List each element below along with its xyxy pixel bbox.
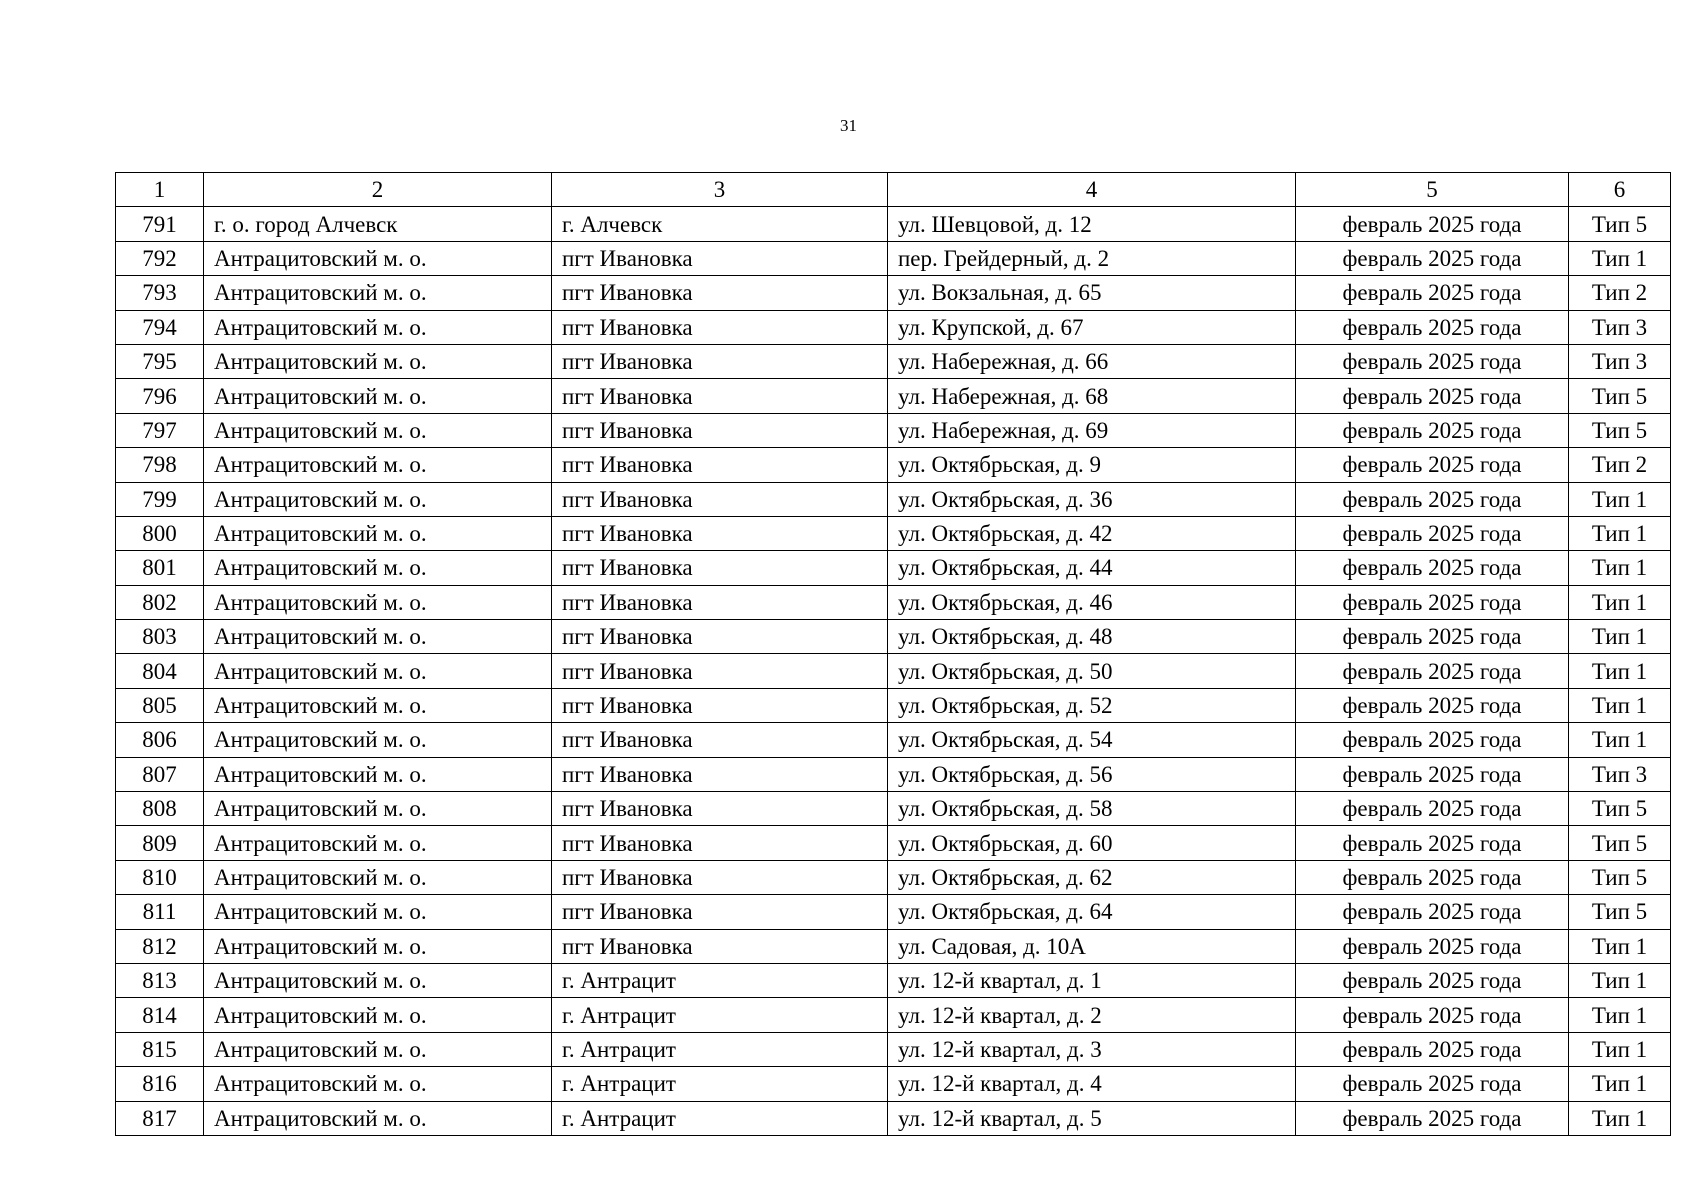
settlement-cell: пгт Ивановка <box>552 413 888 447</box>
municipality-cell: Антрацитовский м. о. <box>204 654 552 688</box>
type-cell: Тип 1 <box>1569 1101 1671 1135</box>
settlement-cell: пгт Ивановка <box>552 757 888 791</box>
settlement-cell: пгт Ивановка <box>552 585 888 619</box>
address-cell: ул. Октябрьская, д. 50 <box>888 654 1296 688</box>
address-cell: ул. Набережная, д. 68 <box>888 379 1296 413</box>
municipality-cell: Антрацитовский м. о. <box>204 413 552 447</box>
municipality-cell: Антрацитовский м. о. <box>204 963 552 997</box>
settlement-cell: пгт Ивановка <box>552 654 888 688</box>
type-cell: Тип 1 <box>1569 929 1671 963</box>
type-cell: Тип 5 <box>1569 792 1671 826</box>
settlement-cell: пгт Ивановка <box>552 688 888 722</box>
settlement-cell: пгт Ивановка <box>552 448 888 482</box>
municipality-cell: Антрацитовский м. о. <box>204 620 552 654</box>
table-row <box>116 929 1671 963</box>
municipality-cell: Антрацитовский м. о. <box>204 276 552 310</box>
table-row <box>116 963 1671 997</box>
table-row <box>116 551 1671 585</box>
address-cell: ул. 12-й квартал, д. 5 <box>888 1101 1296 1135</box>
address-cell: ул. Октябрьская, д. 54 <box>888 723 1296 757</box>
type-cell: Тип 1 <box>1569 688 1671 722</box>
address-cell: ул. Шевцовой, д. 12 <box>888 207 1296 241</box>
date-cell: февраль 2025 года <box>1296 929 1569 963</box>
type-cell: Тип 5 <box>1569 413 1671 447</box>
date-cell: февраль 2025 года <box>1296 413 1569 447</box>
municipality-cell: г. о. город Алчевск <box>204 207 552 241</box>
column-header-4: 4 <box>888 173 1296 207</box>
settlement-cell: г. Антрацит <box>552 1032 888 1066</box>
address-cell: ул. Крупской, д. 67 <box>888 310 1296 344</box>
settlement-cell: пгт Ивановка <box>552 310 888 344</box>
row-number: 792 <box>116 241 204 275</box>
municipality-cell: Антрацитовский м. о. <box>204 1067 552 1101</box>
address-cell: ул. 12-й квартал, д. 4 <box>888 1067 1296 1101</box>
row-number: 815 <box>116 1032 204 1066</box>
table-row <box>116 688 1671 722</box>
address-cell: ул. Октябрьская, д. 60 <box>888 826 1296 860</box>
settlement-cell: пгт Ивановка <box>552 276 888 310</box>
type-cell: Тип 1 <box>1569 482 1671 516</box>
table-row <box>116 895 1671 929</box>
municipality-cell: Антрацитовский м. о. <box>204 998 552 1032</box>
date-cell: февраль 2025 года <box>1296 792 1569 826</box>
date-cell: февраль 2025 года <box>1296 241 1569 275</box>
type-cell: Тип 5 <box>1569 895 1671 929</box>
address-cell: ул. Октябрьская, д. 48 <box>888 620 1296 654</box>
table-row <box>116 379 1671 413</box>
table-row <box>116 1067 1671 1101</box>
row-number: 796 <box>116 379 204 413</box>
table-row <box>116 516 1671 550</box>
date-cell: февраль 2025 года <box>1296 1067 1569 1101</box>
municipality-cell: Антрацитовский м. о. <box>204 1032 552 1066</box>
address-cell: ул. Октябрьская, д. 62 <box>888 860 1296 894</box>
row-number: 805 <box>116 688 204 722</box>
municipality-cell: Антрацитовский м. о. <box>204 448 552 482</box>
type-cell: Тип 1 <box>1569 551 1671 585</box>
municipality-cell: Антрацитовский м. о. <box>204 310 552 344</box>
date-cell: февраль 2025 года <box>1296 207 1569 241</box>
row-number: 800 <box>116 516 204 550</box>
row-number: 804 <box>116 654 204 688</box>
type-cell: Тип 3 <box>1569 757 1671 791</box>
table-row <box>116 860 1671 894</box>
municipality-cell: Антрацитовский м. о. <box>204 1101 552 1135</box>
type-cell: Тип 1 <box>1569 585 1671 619</box>
type-cell: Тип 1 <box>1569 654 1671 688</box>
row-number: 809 <box>116 826 204 860</box>
row-number: 816 <box>116 1067 204 1101</box>
column-header-1: 1 <box>116 173 204 207</box>
table-row <box>116 344 1671 378</box>
date-cell: февраль 2025 года <box>1296 344 1569 378</box>
row-number: 807 <box>116 757 204 791</box>
municipality-cell: Антрацитовский м. о. <box>204 792 552 826</box>
settlement-cell: г. Антрацит <box>552 963 888 997</box>
table-header <box>116 173 1671 207</box>
address-cell: ул. Набережная, д. 66 <box>888 344 1296 378</box>
row-number: 813 <box>116 963 204 997</box>
settlement-cell: пгт Ивановка <box>552 860 888 894</box>
municipality-cell: Антрацитовский м. о. <box>204 551 552 585</box>
row-number: 812 <box>116 929 204 963</box>
row-number: 803 <box>116 620 204 654</box>
address-cell: ул. Октябрьская, д. 52 <box>888 688 1296 722</box>
settlement-cell: пгт Ивановка <box>552 241 888 275</box>
column-header-5: 5 <box>1296 173 1569 207</box>
table-row <box>116 826 1671 860</box>
type-cell: Тип 5 <box>1569 826 1671 860</box>
address-cell: ул. Октябрьская, д. 64 <box>888 895 1296 929</box>
municipality-cell: Антрацитовский м. о. <box>204 860 552 894</box>
table-row <box>116 757 1671 791</box>
municipality-cell: Антрацитовский м. о. <box>204 516 552 550</box>
row-number: 810 <box>116 860 204 894</box>
address-cell: ул. 12-й квартал, д. 2 <box>888 998 1296 1032</box>
date-cell: февраль 2025 года <box>1296 310 1569 344</box>
municipality-cell: Антрацитовский м. о. <box>204 344 552 378</box>
column-header-3: 3 <box>552 173 888 207</box>
table-row <box>116 207 1671 241</box>
type-cell: Тип 3 <box>1569 310 1671 344</box>
page-number: 31 <box>840 116 857 135</box>
type-cell: Тип 1 <box>1569 963 1671 997</box>
settlement-cell: пгт Ивановка <box>552 723 888 757</box>
municipality-cell: Антрацитовский м. о. <box>204 826 552 860</box>
row-number: 801 <box>116 551 204 585</box>
date-cell: февраль 2025 года <box>1296 516 1569 550</box>
table-row <box>116 448 1671 482</box>
municipality-cell: Антрацитовский м. о. <box>204 688 552 722</box>
address-cell: ул. 12-й квартал, д. 1 <box>888 963 1296 997</box>
column-header-2: 2 <box>204 173 552 207</box>
address-cell: ул. Октябрьская, д. 9 <box>888 448 1296 482</box>
address-cell: ул. Октябрьская, д. 58 <box>888 792 1296 826</box>
date-cell: февраль 2025 года <box>1296 1101 1569 1135</box>
row-number: 811 <box>116 895 204 929</box>
table-row <box>116 310 1671 344</box>
address-cell: ул. Набережная, д. 69 <box>888 413 1296 447</box>
date-cell: февраль 2025 года <box>1296 688 1569 722</box>
date-cell: февраль 2025 года <box>1296 895 1569 929</box>
municipality-cell: Антрацитовский м. о. <box>204 757 552 791</box>
settlement-cell: пгт Ивановка <box>552 482 888 516</box>
table-row <box>116 1101 1671 1135</box>
settlement-cell: г. Антрацит <box>552 1101 888 1135</box>
settlement-cell: пгт Ивановка <box>552 551 888 585</box>
table-body <box>116 207 1671 1136</box>
municipality-cell: Антрацитовский м. о. <box>204 723 552 757</box>
address-cell: ул. 12-й квартал, д. 3 <box>888 1032 1296 1066</box>
type-cell: Тип 1 <box>1569 516 1671 550</box>
row-number: 797 <box>116 413 204 447</box>
settlement-cell: пгт Ивановка <box>552 826 888 860</box>
row-number: 799 <box>116 482 204 516</box>
column-number-row <box>116 173 1671 207</box>
type-cell: Тип 2 <box>1569 448 1671 482</box>
row-number: 791 <box>116 207 204 241</box>
date-cell: февраль 2025 года <box>1296 963 1569 997</box>
municipality-cell: Антрацитовский м. о. <box>204 895 552 929</box>
table-row <box>116 585 1671 619</box>
address-cell: ул. Октябрьская, д. 42 <box>888 516 1296 550</box>
date-cell: февраль 2025 года <box>1296 276 1569 310</box>
address-cell: ул. Октябрьская, д. 46 <box>888 585 1296 619</box>
date-cell: февраль 2025 года <box>1296 620 1569 654</box>
type-cell: Тип 1 <box>1569 998 1671 1032</box>
municipality-cell: Антрацитовский м. о. <box>204 929 552 963</box>
type-cell: Тип 5 <box>1569 379 1671 413</box>
type-cell: Тип 1 <box>1569 1067 1671 1101</box>
table-row <box>116 482 1671 516</box>
table-row <box>116 241 1671 275</box>
row-number: 814 <box>116 998 204 1032</box>
type-cell: Тип 1 <box>1569 241 1671 275</box>
municipality-cell: Антрацитовский м. о. <box>204 241 552 275</box>
date-cell: февраль 2025 года <box>1296 482 1569 516</box>
row-number: 817 <box>116 1101 204 1135</box>
type-cell: Тип 5 <box>1569 860 1671 894</box>
address-cell: пер. Грейдерный, д. 2 <box>888 241 1296 275</box>
date-cell: февраль 2025 года <box>1296 585 1569 619</box>
settlement-cell: пгт Ивановка <box>552 620 888 654</box>
row-number: 802 <box>116 585 204 619</box>
date-cell: февраль 2025 года <box>1296 1032 1569 1066</box>
type-cell: Тип 1 <box>1569 1032 1671 1066</box>
table-row <box>116 413 1671 447</box>
settlement-cell: пгт Ивановка <box>552 379 888 413</box>
date-cell: февраль 2025 года <box>1296 379 1569 413</box>
address-cell: ул. Октябрьская, д. 44 <box>888 551 1296 585</box>
settlement-cell: пгт Ивановка <box>552 895 888 929</box>
settlement-cell: пгт Ивановка <box>552 516 888 550</box>
type-cell: Тип 1 <box>1569 620 1671 654</box>
row-number: 793 <box>116 276 204 310</box>
table-row <box>116 654 1671 688</box>
municipality-cell: Антрацитовский м. о. <box>204 379 552 413</box>
date-cell: февраль 2025 года <box>1296 654 1569 688</box>
type-cell: Тип 1 <box>1569 723 1671 757</box>
address-cell: ул. Октябрьская, д. 36 <box>888 482 1296 516</box>
date-cell: февраль 2025 года <box>1296 723 1569 757</box>
table-row <box>116 723 1671 757</box>
municipality-cell: Антрацитовский м. о. <box>204 482 552 516</box>
type-cell: Тип 3 <box>1569 344 1671 378</box>
date-cell: февраль 2025 года <box>1296 551 1569 585</box>
date-cell: февраль 2025 года <box>1296 998 1569 1032</box>
settlement-cell: г. Алчевск <box>552 207 888 241</box>
settlement-cell: пгт Ивановка <box>552 344 888 378</box>
municipality-cell: Антрацитовский м. о. <box>204 585 552 619</box>
row-number: 795 <box>116 344 204 378</box>
table-row <box>116 276 1671 310</box>
address-cell: ул. Октябрьская, д. 56 <box>888 757 1296 791</box>
settlement-cell: пгт Ивановка <box>552 792 888 826</box>
settlement-cell: г. Антрацит <box>552 1067 888 1101</box>
date-cell: февраль 2025 года <box>1296 860 1569 894</box>
row-number: 798 <box>116 448 204 482</box>
date-cell: февраль 2025 года <box>1296 826 1569 860</box>
address-cell: ул. Садовая, д. 10А <box>888 929 1296 963</box>
table-row <box>116 792 1671 826</box>
table-row <box>116 1032 1671 1066</box>
row-number: 808 <box>116 792 204 826</box>
type-cell: Тип 5 <box>1569 207 1671 241</box>
row-number: 806 <box>116 723 204 757</box>
address-cell: ул. Вокзальная, д. 65 <box>888 276 1296 310</box>
table-row <box>116 998 1671 1032</box>
date-cell: февраль 2025 года <box>1296 757 1569 791</box>
settlement-cell: пгт Ивановка <box>552 929 888 963</box>
column-header-6: 6 <box>1569 173 1671 207</box>
settlement-cell: г. Антрацит <box>552 998 888 1032</box>
type-cell: Тип 2 <box>1569 276 1671 310</box>
table-row <box>116 620 1671 654</box>
row-number: 794 <box>116 310 204 344</box>
date-cell: февраль 2025 года <box>1296 448 1569 482</box>
housing-register-table <box>115 172 1671 1136</box>
